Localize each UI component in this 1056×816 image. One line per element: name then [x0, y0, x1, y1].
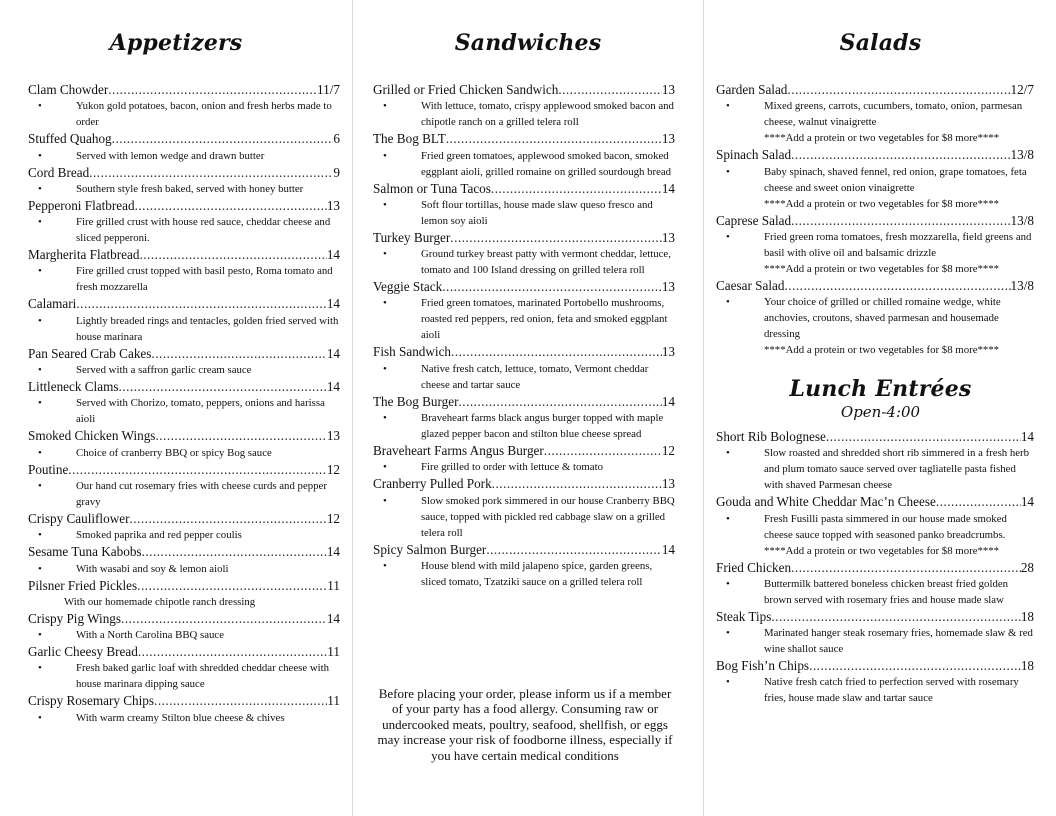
menu-item-name: The Bog Burger [373, 393, 459, 409]
dot-leader [121, 610, 327, 627]
menu-item-name: Margherita Flatbread [28, 247, 140, 263]
menu-item-name: Gouda and White Cheddar Mac’n Cheese [716, 494, 936, 510]
appetizers-title: Appetizers [109, 30, 243, 56]
menu-item-price: 14 [326, 296, 340, 312]
dot-leader [809, 657, 1021, 674]
menu-item-price: 13/8 [1010, 147, 1034, 163]
menu-item-price: 14 [326, 345, 340, 361]
menu-item [373, 81, 675, 130]
menu-item [28, 345, 340, 378]
menu-item-name: Cord Bread [28, 164, 90, 180]
dot-leader [442, 278, 662, 295]
menu-item [373, 278, 675, 343]
menu-item-line [373, 343, 675, 360]
add-protein-note: ****Add a protein or two vegetables for $8 more**** [764, 262, 1000, 275]
menu-item-name: Garden Salad [716, 82, 788, 97]
menu-item-line [28, 610, 340, 627]
menu-item-name: Spinach Salad [716, 147, 792, 163]
menu-item-name: Braveheart Farms Angus Burger [373, 443, 544, 459]
salads-list [716, 81, 1034, 358]
menu-item-price: 13/8 [1010, 212, 1034, 228]
menu-item-description: With our homemade chipotle ranch dressing [64, 595, 256, 608]
menu-item-price: 13 [661, 279, 675, 295]
menu-item [716, 657, 1034, 706]
menu-item-line [28, 692, 340, 709]
menu-item [28, 295, 340, 344]
menu-item-name: Salmon or Tuna Tacos [373, 180, 491, 196]
dot-leader [154, 692, 327, 709]
menu-item-line [716, 559, 1034, 576]
menu-item-price: 13 [326, 197, 340, 213]
menu-item-description: • Lightly breaded rings and tentacles, golden fried served with house marinara [28, 313, 340, 345]
menu-item-description: • Native fresh catch fried to perfection served with rosemary fries, house made slaw and tartar sauce [716, 674, 1034, 706]
menu-item-price: 14 [1020, 429, 1034, 444]
dot-leader [142, 543, 327, 560]
menu-item [716, 146, 1034, 211]
menu-item [716, 277, 1034, 358]
menu-item-line [28, 643, 340, 660]
menu-item [28, 130, 340, 163]
menu-item-name: Crispy Rosemary Chips [28, 693, 155, 709]
dot-leader [826, 428, 1021, 445]
dot-leader [68, 461, 327, 478]
lunch-list [716, 428, 1034, 706]
menu-item-description: • Served with a saffron garlic cream sauce [28, 362, 340, 378]
menu-item-name: Short Rib Bolognese [716, 429, 826, 444]
menu-item-line [28, 543, 340, 560]
dot-leader [139, 246, 326, 263]
menu-item-description: • Native fresh catch, lettuce, tomato, Vermont cheddar cheese and tartar sauce [373, 361, 675, 393]
allergy-notice: Before placing your order, please inform us if a member of your party has a food allergy. Consuming raw or undercooked meats, poultry, seafood, shellfish, or eggs may increase your risk of foodborne illness, especially if you have certain medical conditions [377, 686, 673, 763]
add-protein-note: ****Add a protein or two vegetables for $8 more**** [764, 197, 1000, 210]
menu-item-name: Poutine [28, 461, 69, 477]
menu-item-price: 14 [326, 544, 340, 560]
menu-item-description: • With wasabi and soy & lemon aioli [28, 561, 340, 577]
menu-item-line [28, 246, 340, 263]
menu-item-line [716, 493, 1034, 510]
menu-item-name: Pilsner Fried Pickles [28, 577, 138, 593]
dot-leader [491, 180, 662, 197]
menu-item-price: 14 [1020, 494, 1034, 510]
menu-item-description: • Slow roasted and shredded short rib simmered in a fresh herb and plum tomato sauce served over tagliatelle pasta fished with shaved Parmesan cheese [716, 445, 1034, 493]
menu-item-price: 14 [326, 247, 340, 263]
menu-item [373, 442, 675, 475]
menu-item-line [716, 608, 1034, 625]
menu-item [716, 212, 1034, 277]
menu-item-name: Caprese Salad [716, 212, 792, 228]
menu-item [28, 643, 340, 692]
menu-item-description: • Our hand cut rosemary fries with cheese curds and pepper gravy [28, 478, 340, 510]
sandwiches-list [373, 81, 675, 590]
menu-item-description: • Ground turkey breast patty with vermont cheddar, lettuce, tomato and 100 Island dressing on grilled telera roll [373, 246, 675, 278]
menu-item-description: • Soft flour tortillas, house made slaw queso fresco and lemon soy aioli [373, 197, 675, 229]
menu-item [28, 610, 340, 643]
menu-item-description: • House blend with mild jalapeno spice, garden greens, sliced tomato, Tzatziki sauce on a grilled telera roll [373, 558, 675, 590]
menu-item-description: • Slow smoked pork simmered in our house Cranberry BBQ sauce, topped with pickled red cabbage slaw on a grilled telera roll [373, 493, 675, 541]
dot-leader [558, 81, 661, 98]
menu-item-name: Littleneck Clams [28, 379, 119, 395]
menu-item-price: 14 [661, 393, 675, 409]
menu-item-description: • Buttermilk battered boneless chicken breast fried golden brown served with rosemary fries and house made slaw [716, 576, 1034, 608]
menu-item-line [28, 378, 340, 395]
menu-item [716, 428, 1034, 493]
menu-item-price: 14 [661, 180, 675, 196]
menu-item [373, 343, 675, 392]
menu-item-name: Garlic Cheesy Bread [28, 644, 138, 660]
menu-item-name: Fish Sandwich [373, 344, 452, 360]
menu-item-name: Spicy Salmon Burger [373, 541, 487, 557]
menu-item-name: Smoked Chicken Wings [28, 428, 156, 444]
dot-leader [129, 510, 326, 527]
menu-item-price: 11 [327, 693, 340, 709]
menu-item-line [28, 427, 340, 444]
menu-item-price: 11 [327, 644, 340, 660]
menu-item-line [28, 577, 340, 594]
menu-item-name: Grilled or Fried Chicken Sandwich [373, 82, 559, 97]
dot-leader [155, 427, 326, 444]
menu-item-description: • Yukon gold potatoes, bacon, onion and fresh herbs made to order [28, 98, 340, 130]
menu-item [373, 475, 675, 540]
menu-item-price: 12 [326, 461, 340, 477]
menu-item-description: • Baby spinach, shaved fennel, red onion, grape tomatoes, feta cheese and sweet onion vinaigrette [716, 164, 1034, 196]
menu-item [716, 81, 1034, 146]
lunch-title: Lunch Entrées [789, 376, 972, 402]
dot-leader [771, 608, 1020, 625]
menu-item-line [716, 657, 1034, 674]
dot-leader [544, 442, 662, 459]
menu-item-name: Pepperoni Flatbread [28, 197, 135, 213]
dot-leader [492, 475, 662, 492]
menu-item-line [373, 229, 675, 246]
menu-item [373, 130, 675, 179]
dot-leader [787, 81, 1010, 98]
dot-leader [76, 295, 326, 312]
menu-item [28, 164, 340, 197]
menu-item [28, 427, 340, 460]
menu-item [28, 461, 340, 510]
dot-leader [137, 577, 327, 594]
menu-item-name: Crispy Pig Wings [28, 610, 122, 626]
menu-item-price: 14 [326, 610, 340, 626]
menu-item-price: 12/7 [1010, 82, 1034, 97]
dot-leader [936, 493, 1021, 510]
menu-item-line [373, 81, 675, 98]
menu-item-price: 12 [661, 443, 675, 459]
menu-item-name: Pan Seared Crab Cakes [28, 345, 152, 361]
menu-item-line [373, 475, 675, 492]
menu-item [373, 541, 675, 590]
menu-item-description: • Fried green roma tomatoes, fresh mozzarella, field greens and basil with olive oil and balsamic drizzle [716, 229, 1034, 261]
menu-item [28, 510, 340, 543]
menu-item-price: 11/7 [317, 82, 340, 97]
menu-item-price: 9 [333, 164, 340, 180]
menu-item-line [716, 277, 1034, 294]
menu-item-line [28, 197, 340, 214]
menu-item [28, 577, 340, 610]
dot-leader [112, 130, 334, 147]
appetizers-list [28, 81, 340, 726]
menu-item-name: Crispy Cauliflower [28, 510, 130, 526]
menu-item-price: 12 [326, 510, 340, 526]
menu-item-price: 14 [326, 379, 340, 395]
menu-item-line [28, 295, 340, 312]
sandwiches-title: Sandwiches [454, 30, 602, 56]
menu-item-price: 13/8 [1010, 277, 1034, 293]
menu-item-line [28, 130, 340, 147]
menu-item-line [28, 345, 340, 362]
dot-leader [89, 164, 333, 181]
menu-item-name: Calamari [28, 296, 77, 312]
menu-item-line [373, 180, 675, 197]
menu-item-line [716, 212, 1034, 229]
menu-item-line [373, 393, 675, 410]
menu-item-description: • Southern style fresh baked, served with honey butter [28, 181, 340, 197]
menu-item-description: • With a North Carolina BBQ sauce [28, 627, 340, 643]
menu-item-name: Stuffed Quahog [28, 131, 112, 147]
dot-leader [791, 212, 1010, 229]
dot-leader [458, 393, 661, 410]
menu-item-description: • Your choice of grilled or chilled romaine wedge, white anchovies, croutons, shaved parmesan and housemade dressing [716, 294, 1034, 342]
menu-item [28, 692, 340, 725]
menu-item-name: Steak Tips [716, 608, 772, 624]
menu-item-description: • Fresh baked garlic loaf with shredded cheddar cheese with house marinara dipping sauce [28, 660, 340, 692]
appetizers-column [0, 0, 352, 816]
menu-item-price: 13 [661, 82, 675, 97]
dot-leader [138, 643, 327, 660]
menu-item-name: Clam Chowder [28, 82, 109, 97]
dot-leader [791, 559, 1021, 576]
dot-leader [784, 277, 1010, 294]
dot-leader [135, 197, 327, 214]
menu-item-description: • Smoked paprika and red pepper coulis [28, 527, 340, 543]
menu-item-name: Cranberry Pulled Pork [373, 476, 492, 492]
lunch-subtitle: Open-4:00 [840, 403, 921, 421]
menu-item-name: The Bog BLT [373, 131, 446, 147]
menu-item-price: 13 [661, 229, 675, 245]
add-protein-note: ****Add a protein or two vegetables for $8 more**** [764, 544, 1000, 557]
menu-item-price: 13 [661, 476, 675, 492]
add-protein-note: ****Add a protein or two vegetables for $8 more**** [764, 132, 1000, 145]
menu-item-line [716, 146, 1034, 163]
menu-item-description: • Fried green tomatoes, marinated Portobello mushrooms, roasted red peppers, red onion, feta and smoked eggplant aioli [373, 295, 675, 343]
menu-item-description: • With warm creamy Stilton blue cheese & chives [28, 710, 340, 726]
menu-item-name: Bog Fish’n Chips [716, 658, 810, 674]
menu-item-description: • Fresh Fusilli pasta simmered in our house made smoked cheese sauce topped with seasoned panko breadcrumbs. [716, 511, 1034, 543]
menu-item-description: • Served with lemon wedge and drawn butter [28, 148, 340, 164]
menu-item-line [373, 278, 675, 295]
menu-item [28, 81, 340, 130]
menu-item-description: • Braveheart farms black angus burger topped with maple glazed pepper bacon and stilton blue cheese spread [373, 410, 675, 442]
dot-leader [450, 229, 662, 246]
menu-item-line [716, 81, 1034, 98]
menu-item-description: • Marinated hanger steak rosemary fries, homemade slaw & red wine shallot sauce [716, 625, 1034, 657]
menu-item-price: 18 [1020, 608, 1034, 624]
dot-leader [118, 378, 326, 395]
menu-item-price: 14 [661, 541, 675, 557]
menu-item [28, 543, 340, 576]
menu-item [28, 197, 340, 246]
menu-item-price: 13 [326, 428, 340, 444]
menu-item [716, 493, 1034, 558]
menu-item-description: • With lettuce, tomato, crispy applewood smoked bacon and chipotle ranch on a grilled telera roll [373, 98, 675, 130]
menu-item-line [28, 164, 340, 181]
menu-item [373, 393, 675, 442]
dot-leader [486, 541, 662, 558]
menu-item-description: • Mixed greens, carrots, cucumbers, tomato, onion, parmesan cheese, walnut vinaigrette [716, 98, 1034, 130]
menu-item-description: • Fire grilled crust topped with basil pesto, Roma tomato and fresh mozzarella [28, 263, 340, 295]
menu-item [716, 559, 1034, 608]
menu-item-name: Caesar Salad [716, 277, 785, 293]
menu-item-description: • Served with Chorizo, tomato, peppers, onions and harissa aioli [28, 395, 340, 427]
menu-item-line [373, 541, 675, 558]
menu-item-line [716, 428, 1034, 445]
menu-item [373, 229, 675, 278]
menu-item-name: Turkey Burger [373, 229, 451, 245]
menu-item-price: 11 [327, 577, 340, 593]
dot-leader [108, 81, 317, 98]
dot-leader [446, 130, 662, 147]
menu-item-description: • Fire grilled to order with lettuce & tomato [373, 459, 675, 475]
add-protein-note: ****Add a protein or two vegetables for $8 more**** [764, 344, 1000, 357]
dot-leader [791, 146, 1010, 163]
menu-item-name: Sesame Tuna Kabobs [28, 544, 142, 560]
sandwiches-column [352, 0, 704, 816]
menu-item-price: 13 [661, 131, 675, 147]
dot-leader [151, 345, 326, 362]
menu-item-line [28, 510, 340, 527]
menu-item-price: 28 [1020, 559, 1034, 575]
menu-item-description: • Fire grilled crust with house red sauce, cheddar cheese and sliced pepperoni. [28, 214, 340, 246]
menu-item-price: 18 [1020, 658, 1034, 674]
menu-item-price: 6 [333, 131, 340, 147]
salads-column [705, 0, 1056, 816]
dot-leader [451, 343, 662, 360]
menu-item [373, 180, 675, 229]
menu-item [28, 378, 340, 427]
menu-item-line [373, 130, 675, 147]
menu-item-name: Fried Chicken [716, 559, 792, 575]
menu-item [28, 246, 340, 295]
menu-item-line [28, 461, 340, 478]
menu-item [716, 608, 1034, 657]
menu-item-description: • Fried green tomatoes, applewood smoked bacon, smoked eggplant aioli, grilled romaine on grilled sourdough bread [373, 148, 675, 180]
menu-item-price: 13 [661, 344, 675, 360]
menu-item-description: • Choice of cranberry BBQ or spicy Bog sauce [28, 445, 340, 461]
menu-item-line [28, 81, 340, 98]
menu-item-line [373, 442, 675, 459]
menu-item-name: Veggie Stack [373, 279, 443, 295]
salads-title: Salads [839, 30, 922, 56]
